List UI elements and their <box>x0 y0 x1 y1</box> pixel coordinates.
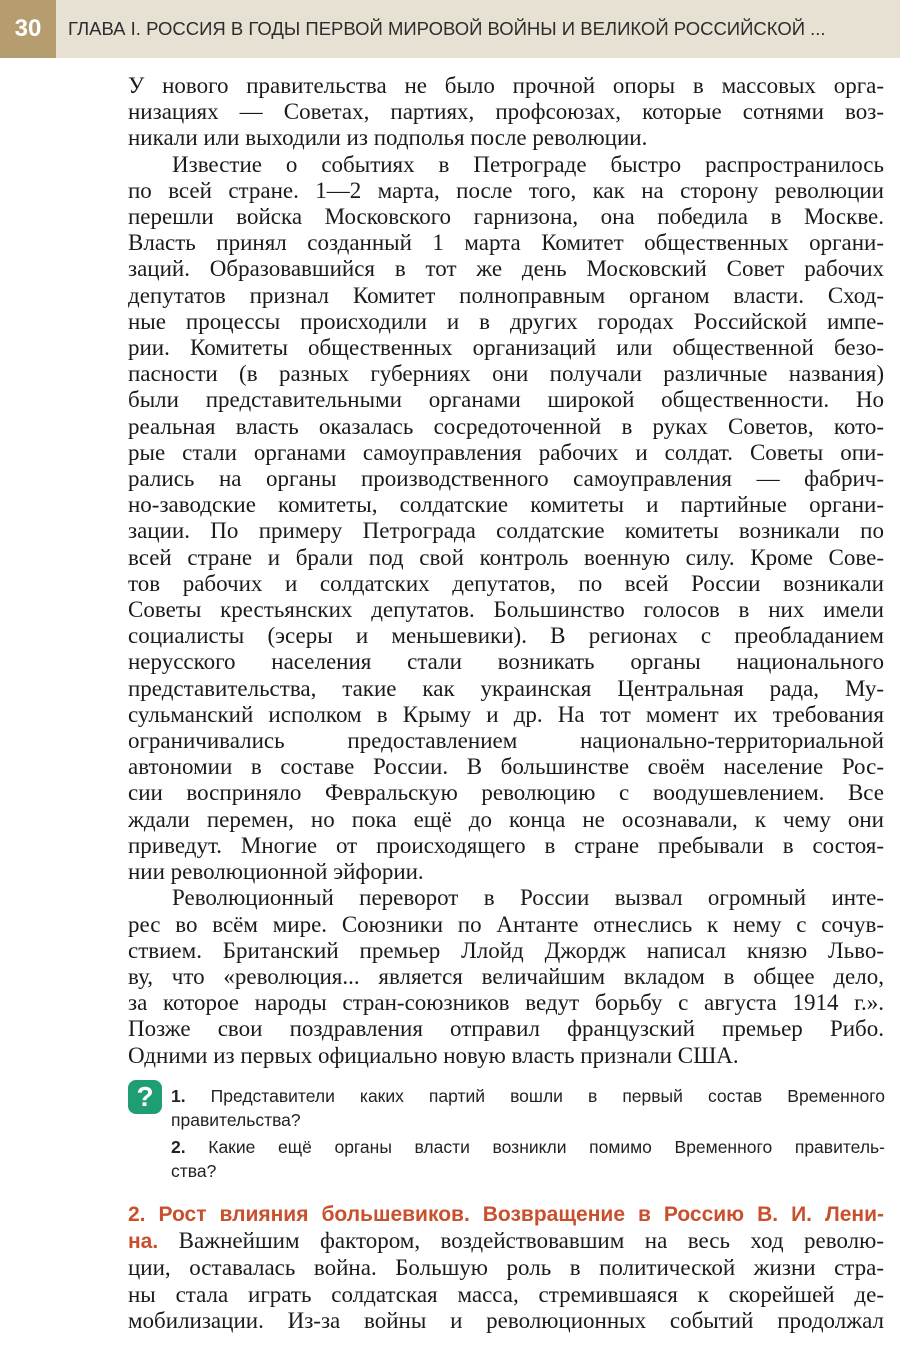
text-line: ствием. Британский премьер Ллойд Джордж написал князю Льво- <box>128 937 884 963</box>
paragraph <box>128 885 884 1068</box>
section-heading: 2. Рост влияния большевиков. Возвращение в Россию В. И. Лени- <box>128 1203 884 1226</box>
main-text <box>128 73 884 1069</box>
text-line: рии. Комитеты общественных организаций или общественной безо- <box>128 335 884 361</box>
question-text: правительства? <box>171 1110 301 1130</box>
section-heading-line <box>128 1201 884 1228</box>
text-line: представительства, такие как украинская Центральная рада, Му- <box>128 675 884 701</box>
paragraph <box>128 152 884 886</box>
text-line: за которое народы стран-союзников ведут борьбу с августа 1914 г.». <box>128 990 884 1016</box>
text-line: перешли войска Московского гарнизона, она победила в Москве. <box>128 204 884 230</box>
section-2 <box>128 1201 884 1334</box>
question-line <box>171 1159 885 1183</box>
question-line <box>171 1108 885 1132</box>
text-line: Одними из первых официально новую власть признали США. <box>128 1042 739 1068</box>
text-line: Советы крестьянских депутатов. Большинство голосов в них имели <box>128 597 884 623</box>
text-line: заций. Образовавшийся в тот же день Московский Совет рабочих <box>128 256 884 282</box>
page-number: 30 <box>0 0 56 58</box>
section-heading-end: на. <box>128 1230 159 1254</box>
question-icon: ? <box>128 1080 162 1114</box>
page-header <box>0 0 900 58</box>
text-line: зации. По примеру Петрограда солдатские комитеты возникали по <box>128 518 884 544</box>
text-line: пасности (в разных губерниях они получали различные названия) <box>128 361 884 387</box>
paragraph <box>128 73 884 152</box>
text-line: были представительными органами широкой общественности. Но <box>128 387 884 413</box>
text-line: Революционный переворот в России вызвал огромный инте- <box>172 885 884 911</box>
text-line: Позже свои поздравления отправил французский премьер Рибо. <box>128 1016 884 1042</box>
question-item <box>171 1135 885 1183</box>
question-number: 1. <box>171 1086 186 1106</box>
question-line <box>171 1084 885 1108</box>
question-line <box>171 1135 885 1159</box>
question-text: Какие ещё органы власти возникли помимо Временного правитель- <box>208 1137 885 1157</box>
text-line: автономии в составе России. В большинстве своём население Рос- <box>128 754 884 780</box>
text-line: ции, оставалась война. Большую роль в политической жизни стра- <box>128 1255 884 1281</box>
text-line: рые стали органами самоуправления рабочих и солдат. Советы опи- <box>128 439 884 465</box>
text-line: никали или выходили из подполья после революции. <box>128 125 648 151</box>
text-line: ждали перемен, но пока ещё до конца не осознавали, к чему они <box>128 806 884 832</box>
text-line: низациях — Советах, партиях, профсоюзах, которые сотнями воз- <box>128 99 884 125</box>
text-line: реальная власть оказалась сосредоточенной в руках Советов, кото- <box>128 413 884 439</box>
question-item <box>171 1084 885 1132</box>
text-line: рались на органы производственного самоуправления — фабрич- <box>128 466 884 492</box>
text-line: сии восприняло Февральскую революцию с воодушевлением. Все <box>128 780 884 806</box>
text-line: депутатов признал Комитет полноправным органом власти. Сход- <box>128 282 884 308</box>
text-line: ву, что «революция... является величайшим вкладом в общее дело, <box>128 963 884 989</box>
text-line: нии революционной эйфории. <box>128 859 424 885</box>
text-line: но-заводские комитеты, солдатские комитеты и партийные органи- <box>128 492 884 518</box>
text-line: ные процессы происходили и в других городах Российской импе- <box>128 308 884 334</box>
text-line: социалисты (эсеры и меньшевики). В регионах с преобладанием <box>128 623 884 649</box>
text-line: приведут. Многие от происходящего в стране пребывали в состоя- <box>128 832 884 858</box>
text-line: всей стране и брали под свой контроль военную силу. Кроме Сове- <box>128 544 884 570</box>
text-line: мобилизации. Из-за войны и революционных событий продолжал <box>128 1307 884 1333</box>
text-line: Известие о событиях в Петрограде быстро распространилось <box>172 151 884 177</box>
text-line: сульманский исполком в Крыму и др. На тот момент их требования <box>128 701 884 727</box>
question-text: ства? <box>171 1161 217 1181</box>
text-line: ограничивались предоставлением национально-территориальной <box>128 728 884 754</box>
text-line: по всей стране. 1—2 марта, после того, как на сторону революции <box>128 177 884 203</box>
section-text: Важнейшим фактором, воздействовавшим на весь ход револю- <box>158 1228 884 1254</box>
text-line: рес во всём мире. Союзники по Антанте отнеслись к нему с сочув- <box>128 911 884 937</box>
section-first-line <box>128 1228 884 1255</box>
question-text: Представители каких партий вошли в первый состав Временного <box>210 1086 885 1106</box>
question-number: 2. <box>171 1137 186 1157</box>
text-line: Власть принял созданный 1 марта Комитет общественных органи- <box>128 230 884 256</box>
chapter-title: ГЛАВА I. РОССИЯ В ГОДЫ ПЕРВОЙ МИРОВОЙ ВОЙНЫ И ВЕЛИКОЙ РОССИЙСКОЙ ... <box>68 18 826 39</box>
text-line: У нового правительства не было прочной опоры в массовых орга- <box>128 73 884 98</box>
questions-list <box>171 1084 885 1186</box>
text-line: тов рабочих и солдатских депутатов, по всей России возникали <box>128 570 884 596</box>
text-line: ны стала играть солдатская масса, стремившаяся к скорейшей де- <box>128 1281 884 1307</box>
text-line: нерусского населения стали возникать органы национального <box>128 649 884 675</box>
